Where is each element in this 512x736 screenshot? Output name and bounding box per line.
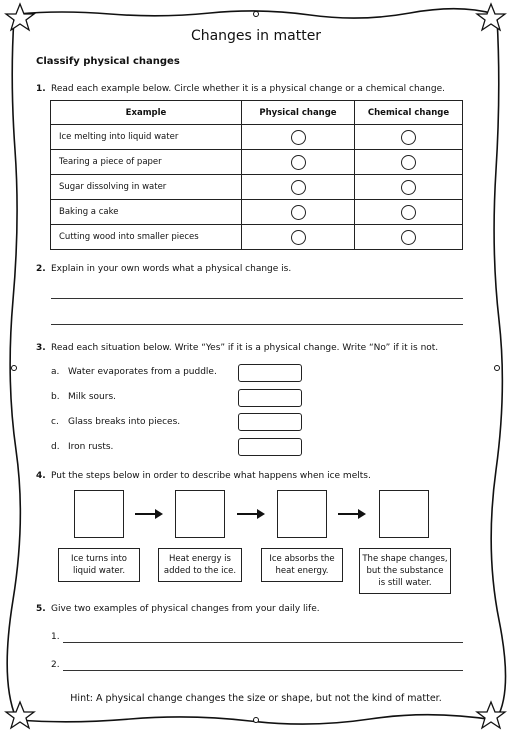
chemical-change-option[interactable] — [401, 130, 416, 145]
table-row — [51, 200, 463, 225]
chemical-change-option[interactable] — [401, 180, 416, 195]
example-label: Tearing a piece of paper — [51, 150, 242, 175]
answer-line[interactable] — [51, 324, 463, 325]
arrow-right-icon — [337, 508, 367, 520]
column-header: Example — [51, 101, 242, 125]
order-box[interactable] — [175, 490, 225, 538]
table-row — [51, 125, 463, 150]
item-text: Iron rusts. — [68, 442, 114, 452]
question-text: Give two examples of physical changes from your daily life. — [51, 604, 320, 614]
answer-line[interactable] — [51, 298, 463, 299]
chemical-change-option[interactable] — [401, 205, 416, 220]
page-title: Changes in matter — [190, 28, 322, 44]
question-text: Put the steps below in order to describe what happens when ice melts. — [51, 471, 371, 481]
example-label: Cutting wood into smaller pieces — [51, 225, 242, 250]
answer-line[interactable] — [63, 670, 463, 671]
physical-change-option[interactable] — [291, 230, 306, 245]
item-text: Milk sours. — [68, 392, 116, 402]
chemical-change-option[interactable] — [401, 230, 416, 245]
answer-number: 1. — [51, 632, 60, 642]
answer-line[interactable] — [63, 642, 463, 643]
step-card: Ice absorbs the heat energy. — [261, 548, 343, 582]
item-letter: d. — [51, 442, 60, 452]
answer-number: 2. — [51, 660, 60, 670]
table-row — [51, 225, 463, 250]
physical-change-option[interactable] — [291, 205, 306, 220]
star-icon — [6, 4, 34, 30]
table-row — [51, 175, 463, 200]
section-subtitle: Classify physical changes — [36, 56, 180, 67]
physical-change-option[interactable] — [291, 155, 306, 170]
arrow-right-icon — [134, 508, 164, 520]
physical-change-option[interactable] — [291, 180, 306, 195]
example-label: Sugar dissolving in water — [51, 175, 242, 200]
star-icon — [477, 702, 505, 728]
answer-box[interactable] — [238, 438, 302, 456]
question-text: Read each example below. Circle whether it is a physical change or a chemical change. — [51, 84, 445, 94]
question-number: 4. — [36, 471, 46, 481]
physical-change-option[interactable] — [291, 130, 306, 145]
order-box[interactable] — [379, 490, 429, 538]
chemical-change-option[interactable] — [401, 155, 416, 170]
table-row — [51, 150, 463, 175]
item-letter: a. — [51, 367, 60, 377]
question-number: 1. — [36, 84, 46, 94]
item-text: Water evaporates from a puddle. — [68, 367, 217, 377]
question-number: 5. — [36, 604, 46, 614]
order-box[interactable] — [74, 490, 124, 538]
question-number: 3. — [36, 343, 46, 353]
item-text: Glass breaks into pieces. — [68, 417, 181, 427]
column-header: Physical change — [242, 101, 355, 125]
example-label: Ice melting into liquid water — [51, 125, 242, 150]
step-card: The shape changes, but the substance is still water. — [359, 548, 451, 594]
column-header: Chemical change — [355, 101, 463, 125]
arrow-right-icon — [236, 508, 266, 520]
question-text: Read each situation below. Write “Yes” if it is a physical change. Write “No” if it is not. — [51, 343, 439, 353]
star-icon — [477, 4, 505, 30]
hint-text: Hint: A physical change changes the size or shape, but not the kind of matter. — [70, 693, 442, 704]
question-number: 2. — [36, 264, 46, 274]
question-text: Explain in your own words what a physical change is. — [51, 264, 292, 274]
step-card: Ice turns into liquid water. — [58, 548, 140, 582]
item-letter: b. — [51, 392, 60, 402]
order-box[interactable] — [277, 490, 327, 538]
item-letter: c. — [51, 417, 59, 427]
answer-box[interactable] — [238, 413, 302, 431]
answer-box[interactable] — [238, 389, 302, 407]
star-icon — [6, 702, 34, 728]
classification-table — [50, 100, 463, 250]
example-label: Baking a cake — [51, 200, 242, 225]
step-card: Heat energy is added to the ice. — [158, 548, 242, 582]
answer-box[interactable] — [238, 364, 302, 382]
